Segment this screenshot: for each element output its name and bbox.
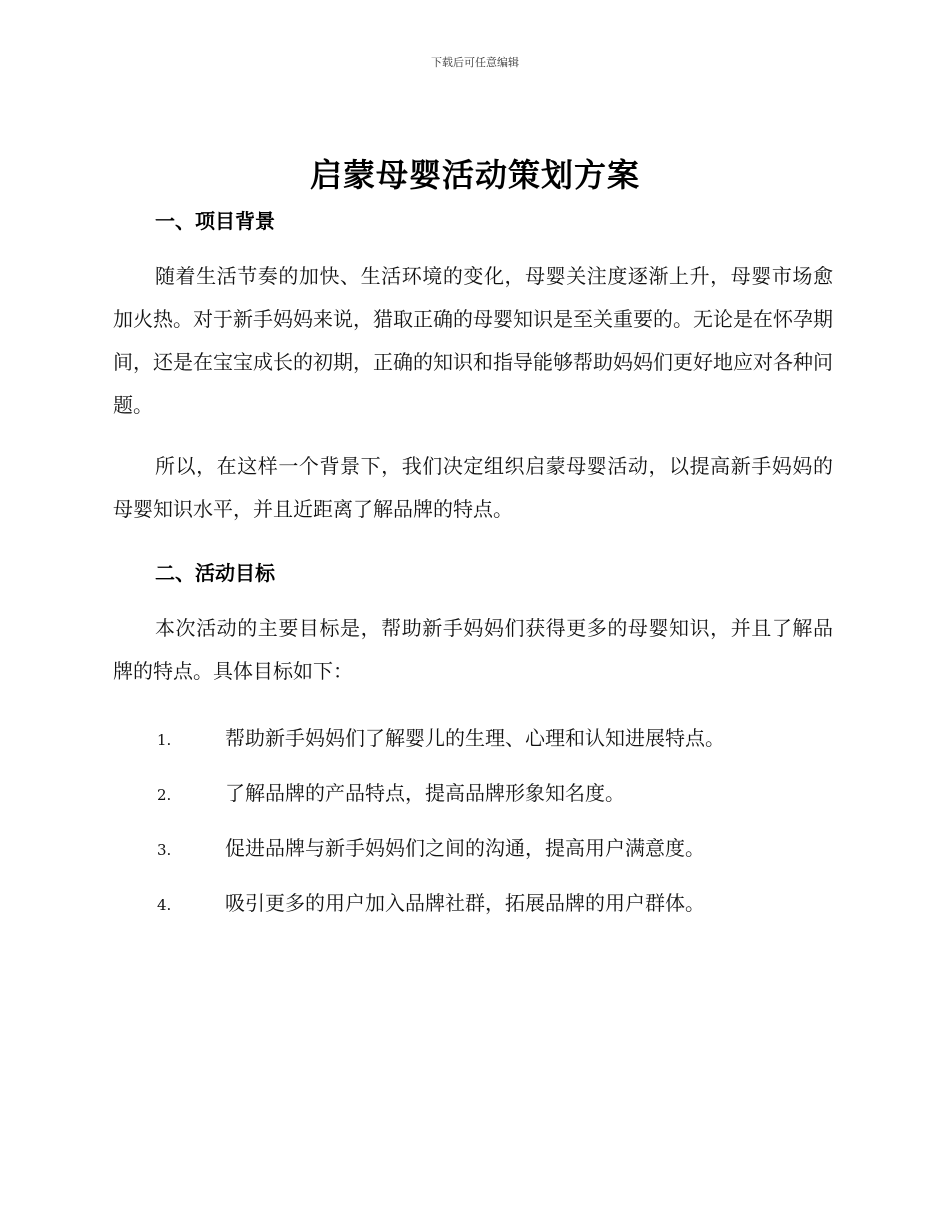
background-paragraph-1: 随着生活节奏的加快、生活环境的变化，母婴关注度逐渐上升，母婴市场愈加火热。对于新手妈妈来说，猎取正确的母婴知识是至关重要的。无论是在怀孕期间，还是在宝宝成长的初期，正确的知识和指导能够帮助妈妈们更好地应对各种问题。 xyxy=(113,264,833,417)
list-item-text: 了解品牌的产品特点，提高品牌形象知名度。 xyxy=(225,781,625,805)
list-item xyxy=(113,876,833,931)
list-item-number: 3. xyxy=(157,841,172,859)
list-item-text: 帮助新手妈妈们了解婴儿的生理、心理和认知进展特点。 xyxy=(225,726,725,750)
list-item xyxy=(113,821,833,876)
list-item-number: 4. xyxy=(157,896,172,914)
document-body xyxy=(113,205,833,931)
list-item-number: 1. xyxy=(157,731,172,749)
list-item xyxy=(113,711,833,766)
goals-list xyxy=(113,711,833,931)
section-heading-background: 一、项目背景 xyxy=(155,209,275,233)
header-note: 下载后可任意编辑 xyxy=(431,56,519,69)
list-item xyxy=(113,766,833,821)
list-item-number: 2. xyxy=(157,786,172,804)
list-item-text: 促进品牌与新手妈妈们之间的沟通，提高用户满意度。 xyxy=(225,836,705,860)
document-title: 启蒙母婴活动策划方案 xyxy=(309,156,640,194)
background-paragraph-2: 所以，在这样一个背景下，我们决定组织启蒙母婴活动，以提高新手妈妈的母婴知识水平，并且近距离了解品牌的特点。 xyxy=(113,454,833,521)
section-heading-goals: 二、活动目标 xyxy=(155,561,275,585)
list-item-text: 吸引更多的用户加入品牌社群，拓展品牌的用户群体。 xyxy=(225,891,705,915)
goals-paragraph: 本次活动的主要目标是，帮助新手妈妈们获得更多的母婴知识，并且了解品牌的特点。具体目标如下： xyxy=(113,616,833,683)
